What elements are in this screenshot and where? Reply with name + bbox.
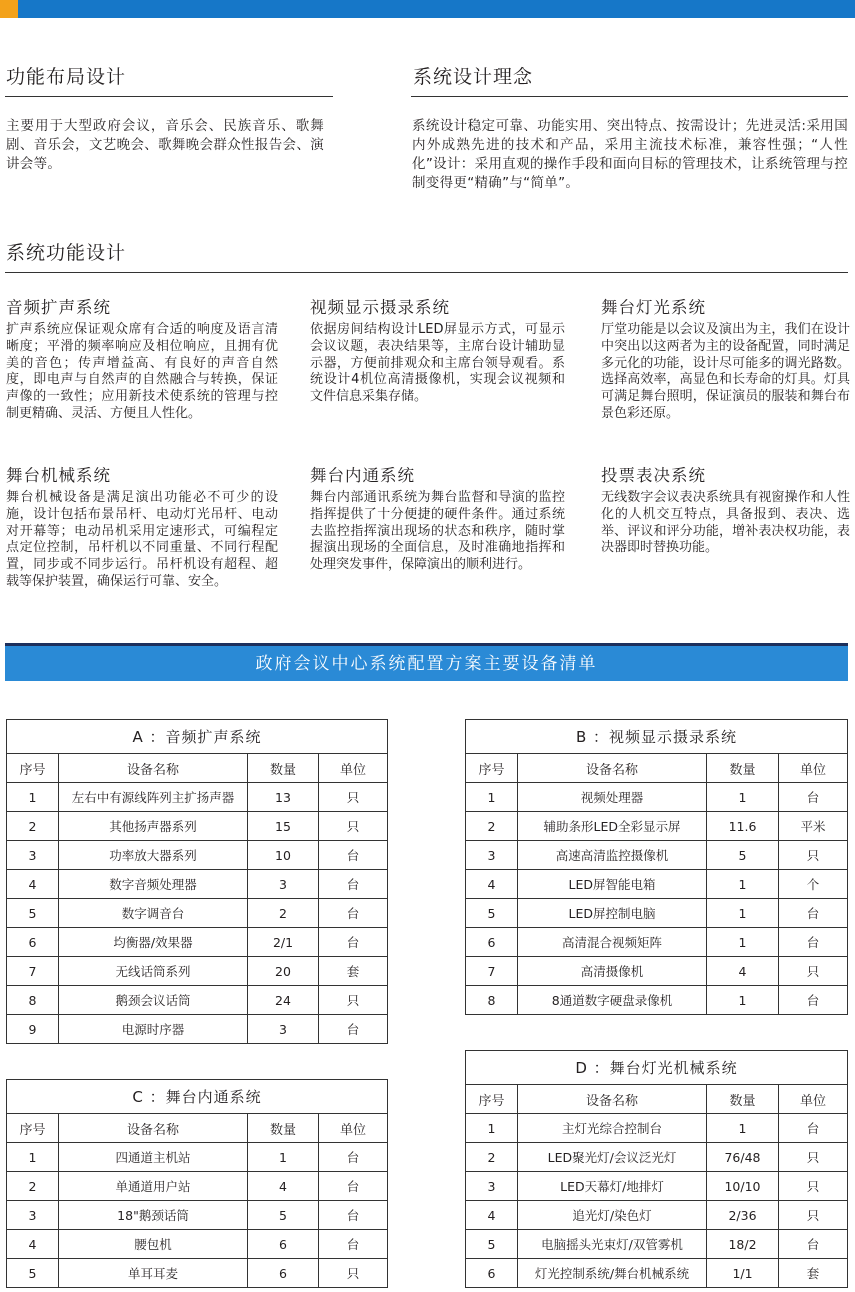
table-row (466, 899, 848, 928)
table-row (466, 1143, 848, 1172)
quantity-cell: 1 (248, 1143, 319, 1172)
equipment-list-banner: 政府会议中心系统配置方案主要设备清单 (5, 643, 848, 681)
quantity-cell: 5 (248, 1201, 319, 1230)
equipment-name-cell: LED屏控制电脑 (518, 899, 707, 928)
video-table-caption: B ：视频显示摄录系统 (466, 720, 848, 754)
row-index-cell: 3 (466, 1172, 518, 1201)
col-header-unit: 单位 (319, 1114, 388, 1143)
top-color-bar (0, 0, 855, 18)
row-index-cell: 3 (7, 1201, 59, 1230)
quantity-cell: 2 (248, 899, 319, 928)
quantity-cell: 10 (248, 841, 319, 870)
quantity-cell: 1 (707, 1114, 779, 1143)
table-row (7, 1201, 388, 1230)
unit-cell: 台 (319, 928, 388, 957)
row-index-cell: 6 (7, 928, 59, 957)
lighting-table-caption: D ：舞台灯光机械系统 (466, 1051, 848, 1085)
table-row (7, 1015, 388, 1044)
row-index-cell: 4 (466, 870, 518, 899)
table-row (7, 841, 388, 870)
quantity-cell: 1 (707, 986, 779, 1015)
unit-cell: 台 (319, 1015, 388, 1044)
unit-cell: 台 (319, 1230, 388, 1259)
row-index-cell: 8 (7, 986, 59, 1015)
intercom-table-caption: C ：舞台内通系统 (7, 1080, 388, 1114)
table-row (7, 1230, 388, 1259)
unit-cell: 只 (779, 1143, 848, 1172)
unit-cell: 只 (779, 1201, 848, 1230)
col-header-unit: 单位 (779, 1085, 848, 1114)
col-header-quantity: 数量 (707, 1085, 779, 1114)
equipment-name-cell: 视频处理器 (518, 783, 707, 812)
equipment-name-cell: 单通道用户站 (59, 1172, 248, 1201)
table-row (466, 928, 848, 957)
table-row (466, 783, 848, 812)
unit-cell: 只 (319, 1259, 388, 1288)
row-index-cell: 1 (466, 1114, 518, 1143)
voting-system-text: 无线数字会议表决系统具有视窗操作和人性化的人机交互特点，具备报到、表决、选举、评议和评分功能，增补表决权功能，表决器即时替换功能。 (601, 490, 850, 556)
quantity-cell: 3 (248, 1015, 319, 1044)
col-header-quantity: 数量 (248, 1114, 319, 1143)
lighting-equipment-table (465, 1050, 848, 1288)
quantity-cell: 15 (248, 812, 319, 841)
equipment-name-cell: 单耳耳麦 (59, 1259, 248, 1288)
function-section-title: 系统功能设计 (6, 242, 127, 264)
equipment-name-cell: 其他扬声器系列 (59, 812, 248, 841)
table-row (466, 812, 848, 841)
table-row (7, 986, 388, 1015)
row-index-cell: 8 (466, 986, 518, 1015)
unit-cell: 台 (319, 1143, 388, 1172)
row-index-cell: 5 (7, 1259, 59, 1288)
equipment-name-cell: 高清混合视频矩阵 (518, 928, 707, 957)
col-header-index: 序号 (7, 754, 59, 783)
equipment-name-cell: 四通道主机站 (59, 1143, 248, 1172)
unit-cell: 台 (319, 841, 388, 870)
unit-cell: 台 (319, 1201, 388, 1230)
equipment-name-cell: 均衡器/效果器 (59, 928, 248, 957)
audio-table-caption: A ：音频扩声系统 (7, 720, 388, 754)
quantity-cell: 1 (707, 870, 779, 899)
row-index-cell: 3 (7, 841, 59, 870)
unit-cell: 台 (779, 986, 848, 1015)
row-index-cell: 4 (7, 870, 59, 899)
table-row (7, 1143, 388, 1172)
equipment-name-cell: 高清摄像机 (518, 957, 707, 986)
unit-cell: 套 (319, 957, 388, 986)
quantity-cell: 4 (707, 957, 779, 986)
quantity-cell: 24 (248, 986, 319, 1015)
table-row (466, 1230, 848, 1259)
audio-system-title: 音频扩声系统 (6, 298, 111, 317)
equipment-name-cell: 无线话筒系列 (59, 957, 248, 986)
voting-system-title: 投票表决系统 (601, 466, 706, 485)
table-row (7, 870, 388, 899)
unit-cell: 台 (319, 1172, 388, 1201)
row-index-cell: 6 (466, 1259, 518, 1288)
unit-cell: 平米 (779, 812, 848, 841)
machinery-system-title: 舞台机械系统 (6, 466, 111, 485)
unit-cell: 只 (319, 812, 388, 841)
video-equipment-table (465, 719, 848, 1015)
row-index-cell: 7 (466, 957, 518, 986)
equipment-name-cell: LED屏智能电箱 (518, 870, 707, 899)
equipment-name-cell: LED天幕灯/地排灯 (518, 1172, 707, 1201)
quantity-cell: 1 (707, 928, 779, 957)
quantity-cell: 18/2 (707, 1230, 779, 1259)
table-row (466, 1114, 848, 1143)
quantity-cell: 6 (248, 1230, 319, 1259)
equipment-name-cell: 功率放大器系列 (59, 841, 248, 870)
unit-cell: 台 (319, 870, 388, 899)
unit-cell: 套 (779, 1259, 848, 1288)
table-row (466, 1172, 848, 1201)
unit-cell: 个 (779, 870, 848, 899)
concept-section-rule (411, 96, 848, 97)
equipment-name-cell: 电源时序器 (59, 1015, 248, 1044)
unit-cell: 台 (779, 1230, 848, 1259)
row-index-cell: 4 (7, 1230, 59, 1259)
equipment-name-cell: 鹅颈会议话筒 (59, 986, 248, 1015)
intercom-equipment-table (6, 1079, 388, 1288)
col-header-unit: 单位 (779, 754, 848, 783)
table-row (466, 841, 848, 870)
row-index-cell: 3 (466, 841, 518, 870)
row-index-cell: 6 (466, 928, 518, 957)
lighting-system-text: 厅堂功能是以会议及演出为主，我们在设计中突出以这两者为主的设备配置，同时满足多元化的功能，设计尽可能多的调光路数。选择高效率，高显色和长寿命的灯具。灯具可满足舞台照明，保证演员的服装和舞台布景色彩还原。 (601, 322, 850, 421)
unit-cell: 只 (319, 986, 388, 1015)
equipment-name-cell: 灯光控制系统/舞台机械系统 (518, 1259, 707, 1288)
table-row (466, 957, 848, 986)
quantity-cell: 20 (248, 957, 319, 986)
quantity-cell: 1 (707, 899, 779, 928)
row-index-cell: 9 (7, 1015, 59, 1044)
layout-section-rule (5, 96, 333, 97)
equipment-name-cell: 腰包机 (59, 1230, 248, 1259)
quantity-cell: 10/10 (707, 1172, 779, 1201)
row-index-cell: 7 (7, 957, 59, 986)
col-header-index: 序号 (7, 1114, 59, 1143)
layout-section-title: 功能布局设计 (6, 66, 127, 88)
unit-cell: 台 (779, 1114, 848, 1143)
unit-cell: 只 (779, 957, 848, 986)
unit-cell: 只 (779, 1172, 848, 1201)
quantity-cell: 76/48 (707, 1143, 779, 1172)
table-row (7, 928, 388, 957)
table-row (7, 1259, 388, 1288)
col-header-index: 序号 (466, 1085, 518, 1114)
row-index-cell: 5 (7, 899, 59, 928)
equipment-name-cell: 电脑摇头光束灯/双管雾机 (518, 1230, 707, 1259)
equipment-name-cell: 追光灯/染色灯 (518, 1201, 707, 1230)
quantity-cell: 1/1 (707, 1259, 779, 1288)
table-row (7, 812, 388, 841)
table-row (466, 870, 848, 899)
col-header-quantity: 数量 (707, 754, 779, 783)
concept-section-title: 系统设计理念 (413, 66, 534, 88)
row-index-cell: 2 (466, 812, 518, 841)
function-section-rule (5, 272, 848, 273)
equipment-name-cell: 数字调音台 (59, 899, 248, 928)
col-header-name: 设备名称 (518, 754, 707, 783)
machinery-system-text: 舞台机械设备是满足演出功能必不可少的设施，设计包括布景吊杆、电动灯光吊杆、电动对开幕等；电动吊机采用定速形式，可编程定点定位控制，吊杆机以不同重量、不同行程配置，同步或不同步运行。吊杆机设有超程、超载等保护装置，确保运行可靠、安全。 (6, 490, 278, 589)
quantity-cell: 13 (248, 783, 319, 812)
col-header-name: 设备名称 (59, 1114, 248, 1143)
row-index-cell: 1 (466, 783, 518, 812)
row-index-cell: 5 (466, 899, 518, 928)
row-index-cell: 1 (7, 1143, 59, 1172)
col-header-index: 序号 (466, 754, 518, 783)
unit-cell: 只 (779, 841, 848, 870)
row-index-cell: 5 (466, 1230, 518, 1259)
equipment-name-cell: 高速高清监控摄像机 (518, 841, 707, 870)
col-header-name: 设备名称 (59, 754, 248, 783)
unit-cell: 台 (319, 899, 388, 928)
equipment-name-cell: 数字音频处理器 (59, 870, 248, 899)
table-row (466, 986, 848, 1015)
unit-cell: 台 (779, 783, 848, 812)
table-row (7, 899, 388, 928)
quantity-cell: 2/1 (248, 928, 319, 957)
concept-section-text: 系统设计稳定可靠、功能实用、突出特点、按需设计；先进灵活:采用国内外成熟先进的技术和产品，采用主流技术标准，兼容性强；“人性化”设计：采用直观的操作手段和面向目标的管理技术，让系统管理与控制变得更“精确”与“简单”。 (412, 118, 848, 191)
equipment-name-cell: 8通道数字硬盘录像机 (518, 986, 707, 1015)
audio-system-text: 扩声系统应保证观众席有合适的响度及语言清晰度；平滑的频率响应及相位响应，且拥有优美的音色；传声增益高、有良好的声音自然度，即电声与自然声的自然融合与转换，保证声像的一致性；应用新技术使系统的管理与控制更精确、灵活、方便且人性化。 (6, 322, 278, 421)
row-index-cell: 1 (7, 783, 59, 812)
intercom-system-title: 舞台内通系统 (310, 466, 415, 485)
quantity-cell: 2/36 (707, 1201, 779, 1230)
unit-cell: 台 (779, 899, 848, 928)
table-row (466, 1259, 848, 1288)
quantity-cell: 6 (248, 1259, 319, 1288)
layout-section-text: 主要用于大型政府会议，音乐会、民族音乐、歌舞剧、音乐会，文艺晚会、歌舞晚会群众性报告会、演讲会等。 (6, 118, 324, 172)
col-header-quantity: 数量 (248, 754, 319, 783)
quantity-cell: 1 (707, 783, 779, 812)
equipment-name-cell: 主灯光综合控制台 (518, 1114, 707, 1143)
row-index-cell: 2 (466, 1143, 518, 1172)
row-index-cell: 2 (7, 812, 59, 841)
table-row (7, 783, 388, 812)
unit-cell: 只 (319, 783, 388, 812)
video-system-title: 视频显示摄录系统 (310, 298, 450, 317)
unit-cell: 台 (779, 928, 848, 957)
video-system-text: 依据房间结构设计LED屏显示方式，可显示会议议题，表决结果等，主席台设计辅助显示器，方便前排观众和主席台领导观看。系统设计4机位高清摄像机，实现会议视频和文件信息采集存储。 (310, 322, 565, 405)
table-row (466, 1201, 848, 1230)
row-index-cell: 4 (466, 1201, 518, 1230)
lighting-system-title: 舞台灯光系统 (601, 298, 706, 317)
quantity-cell: 11.6 (707, 812, 779, 841)
top-accent-square (0, 0, 18, 18)
col-header-unit: 单位 (319, 754, 388, 783)
intercom-system-text: 舞台内部通讯系统为舞台监督和导演的监控指挥提供了十分便捷的硬件条件。通过系统去监控指挥演出现场的状态和秩序，随时掌握演出现场的全面信息，及时准确地指挥和处理突发事件，保障演出的顺利进行。 (310, 490, 565, 573)
equipment-name-cell: 18"鹅颈话筒 (59, 1201, 248, 1230)
quantity-cell: 4 (248, 1172, 319, 1201)
table-row (7, 957, 388, 986)
equipment-name-cell: 左右中有源线阵列主扩扬声器 (59, 783, 248, 812)
col-header-name: 设备名称 (518, 1085, 707, 1114)
row-index-cell: 2 (7, 1172, 59, 1201)
equipment-name-cell: 辅助条形LED全彩显示屏 (518, 812, 707, 841)
table-row (7, 1172, 388, 1201)
equipment-name-cell: LED聚光灯/会议泛光灯 (518, 1143, 707, 1172)
quantity-cell: 3 (248, 870, 319, 899)
quantity-cell: 5 (707, 841, 779, 870)
audio-equipment-table (6, 719, 388, 1044)
